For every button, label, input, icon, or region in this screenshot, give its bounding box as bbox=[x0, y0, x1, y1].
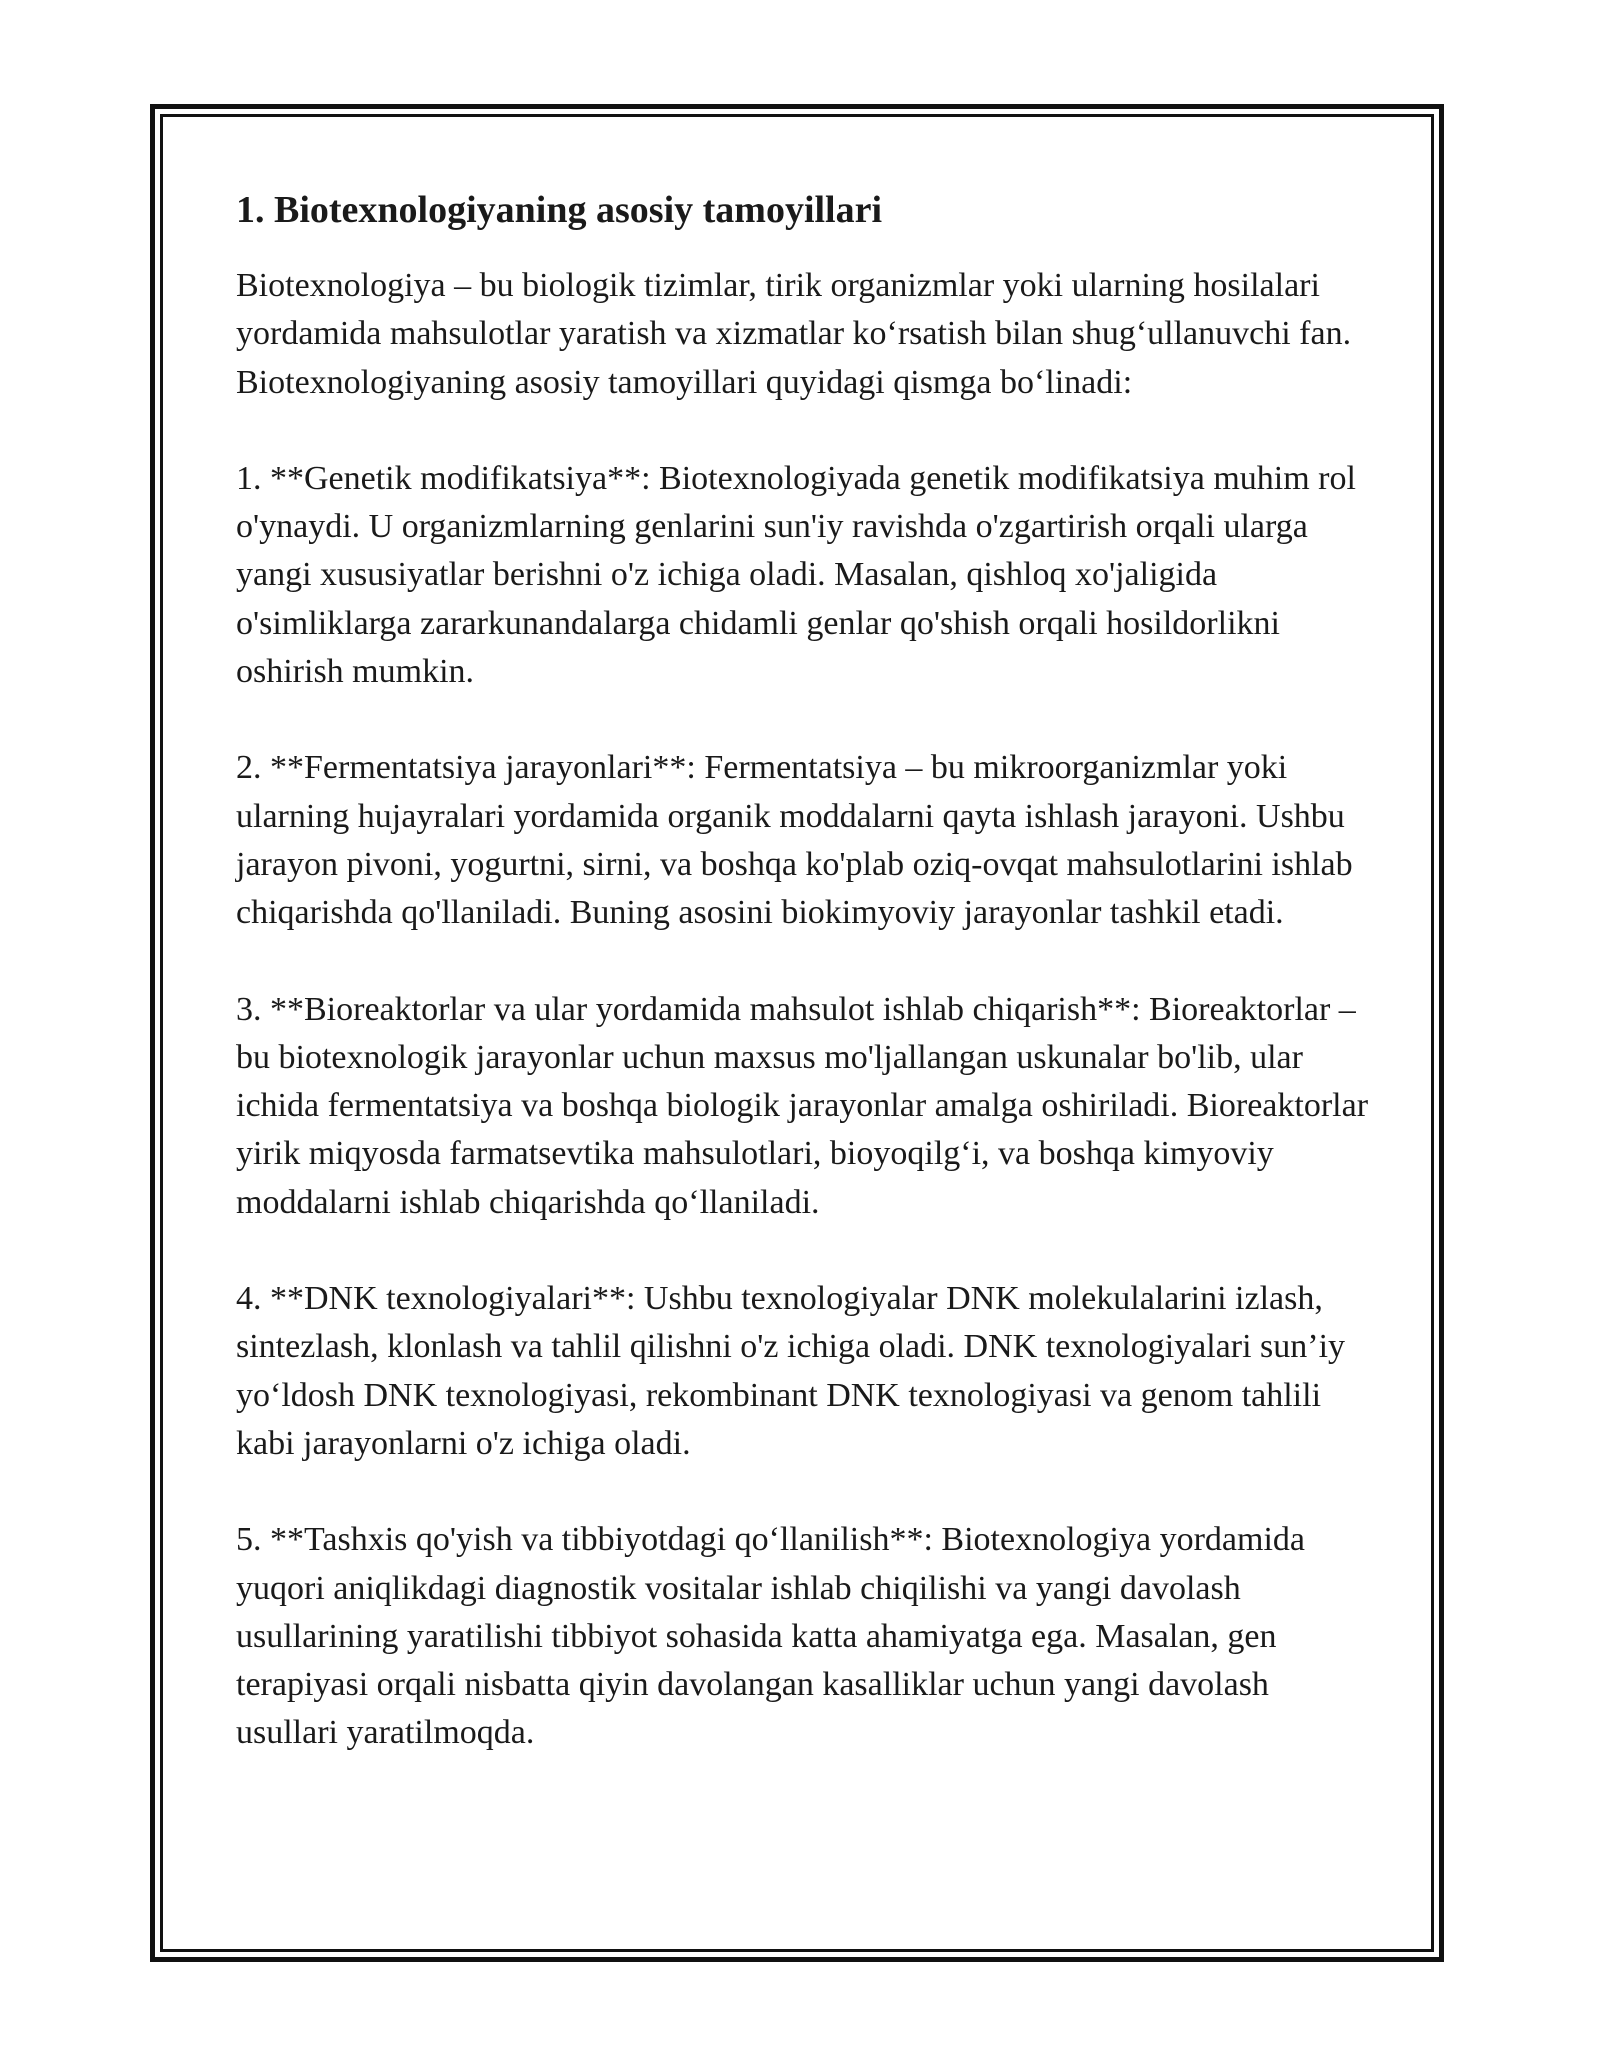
paragraph-diagnostics-medicine: 5. **Tashxis qo'yish va tibbiyotdagi qo‘llanilish**: Biotexnologiya yordamida yuqori aniqlikdagi diagnostik vositalar ishlab chiqilishi va yangi davolash usullarining yaratilishi tibbiyot sohasida katta ahamiyatga ega. Masalan, gen terapiyasi orqali nisbatta qiyin davolangan kasalliklar uchun yangi davolash usullari yaratilmoqda. bbox=[236, 1521, 1305, 1752]
document-body bbox=[236, 186, 1376, 1806]
paragraph-genetic-modification: 1. **Genetik modifikatsiya**: Biotexnologiyada genetik modifikatsiya muhim rol o'ynaydi. U organizmlarning genlarini sun'iy ravishda o'zgartirish orqali ularga yangi xususiyatlar berishni o'z ichiga oladi. Masalan, qishloq xo'jaligida o'simliklarga zararkunandalarga chidamli genlar qo'shish orqali hosildorlikni oshirish mumkin. bbox=[236, 459, 1356, 691]
paragraph-bioreactors: 3. **Bioreaktorlar va ular yordamida mahsulot ishlab chiqarish**: Bioreaktorlar – bu biotexnologik jarayonlar uchun maxsus mo'ljallangan uskunalar bo'lib, ular ichida fermentatsiya va boshqa biologik jarayonlar amalga oshiriladi. Bioreaktorlar yirik miqyosda farmatsevtika mahsulotlari, bioyoqilg‘i, va boshqa kimyoviy moddalarni ishlab chiqarishda qo‘llaniladi. bbox=[236, 990, 1369, 1221]
page-title: 1. Biotexnologiyaning asosiy tamoyillari bbox=[236, 189, 883, 231]
paragraph-fermentation: 2. **Fermentatsiya jarayonlari**: Fermentatsiya – bu mikroorganizmlar yoki ularning hujayralari yordamida organik moddalarni qayta ishlash jarayoni. Ushbu jarayon pivoni, yogurtni, sirni, va boshqa ko'plab oziq-ovqat mahsulotlarini ishlab chiqarishda qo'llaniladi. Buning asosini biokimyoviy jarayonlar tashkil etadi. bbox=[236, 749, 1353, 932]
paragraph-intro: Biotexnologiya – bu biologik tizimlar, tirik organizmlar yoki ularning hosilalari yordamida mahsulotlar yaratish va xizmatlar ko‘rsatish bilan shug‘ullanuvchi fan. Biotexnologiyaning asosiy tamoyillari quyidagi qismga bo‘linadi: bbox=[236, 267, 1352, 401]
paragraph-dna-technologies: 4. **DNK texnologiyalari**: Ushbu texnologiyalar DNK molekulalarini izlash, sintezlash, klonlash va tahlil qilishni o'z ichiga oladi. DNK texnologiyalari sun’iy yo‘ldosh DNK texnologiyasi, rekombinant DNK texnologiyasi va genom tahlili kabi jarayonlarni o'z ichiga oladi. bbox=[236, 1280, 1346, 1462]
